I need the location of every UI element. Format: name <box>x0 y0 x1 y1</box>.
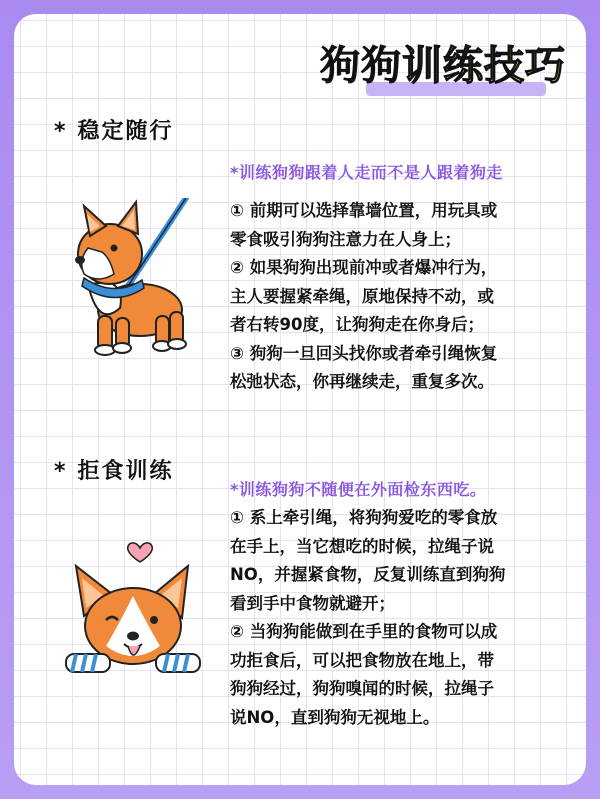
title-part2: 训练技巧 <box>402 43 566 89</box>
body-line: 零食吸引狗狗注意力在人身上； <box>230 229 461 249</box>
body-line: 松弛状态，你再继续走，重复多次。 <box>230 372 494 391</box>
star-bullet: * <box>54 459 68 484</box>
corgi-walking-illustration <box>58 198 208 368</box>
body-line: 看到手中食物就避开； <box>230 593 395 613</box>
body-line: ① 系上牵引绳，将狗狗爱吃的零食放 <box>230 508 498 527</box>
body-line: 功拒食后，可以把食物放在地上，带 <box>230 650 494 670</box>
title-part1: 狗狗 <box>320 43 402 89</box>
body-line: 在手上，当它想吃的时候，拉绳子说 <box>230 536 494 556</box>
section-heading-label: 拒食训练 <box>77 459 174 484</box>
page-title <box>266 38 566 102</box>
corgi-lying-illustration <box>58 536 208 706</box>
section-heading-refuse-food <box>54 454 174 485</box>
body-line: ② 如果狗狗出现前冲或者爆冲行为， <box>230 258 498 277</box>
body-line: 说NO，直到狗狗无视地上。 <box>230 707 440 727</box>
body-line: NO，并握紧食物，反复训练直到狗狗 <box>230 565 506 584</box>
body-line: 主人要握紧牵绳，原地保持不动，或 <box>230 286 494 306</box>
poster-card <box>14 14 586 785</box>
section-body <box>230 197 574 397</box>
section-heading-follow <box>54 114 174 145</box>
section-subtitle: *训练狗狗不随便在外面检东西吃。 <box>230 480 487 499</box>
body-line: ① 前期可以选择靠墙位置，用玩具或 <box>230 201 498 220</box>
heart-icon <box>128 543 153 562</box>
section-body <box>230 504 574 732</box>
body-line: ② 当狗狗能做到在手里的食物可以成 <box>230 622 498 641</box>
body-line: ③ 狗狗一旦回头找你或者牵引绳恢复 <box>230 343 498 363</box>
section-subtitle: *训练狗狗跟着人走而不是人跟着狗走 <box>230 163 503 182</box>
body-line: 狗狗经过，狗狗嗅闻的时候，拉绳子 <box>230 679 494 698</box>
body-line: 者右转90度，让狗狗走在你身后； <box>230 315 484 334</box>
section-heading-label: 稳定随行 <box>77 119 174 144</box>
star-bullet: * <box>54 119 68 144</box>
